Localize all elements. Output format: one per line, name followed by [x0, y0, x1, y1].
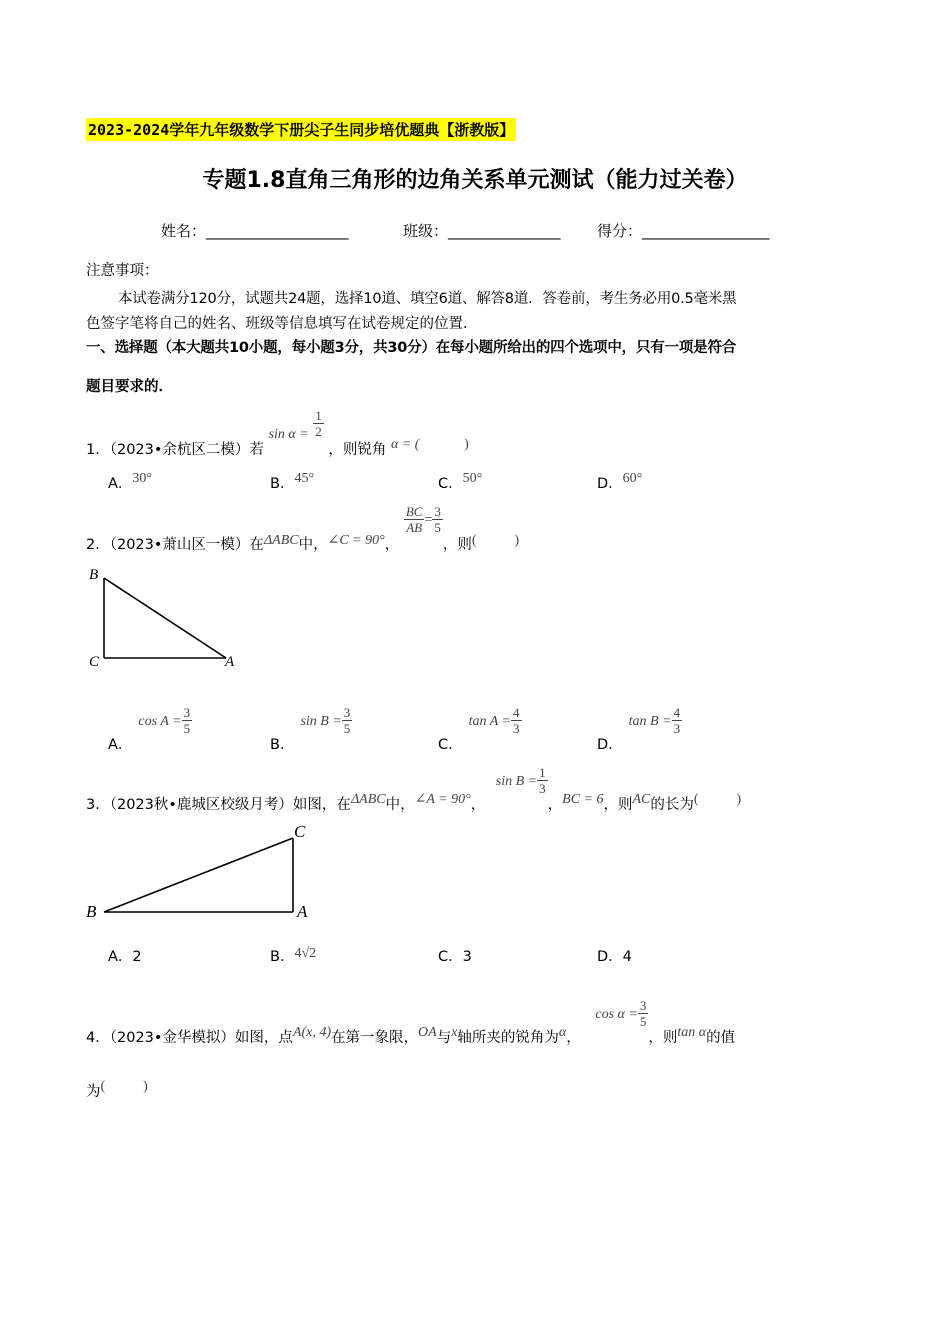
q1-fraction: $\frac{1}{2}$	[315, 408, 322, 439]
q1-paren-close: )	[464, 436, 469, 452]
q3-fraction: $\frac{1}{3}$	[539, 765, 546, 796]
q3-option-c[interactable]: C．3	[438, 949, 472, 965]
q2-label-a: A	[225, 654, 235, 670]
q1-prefix: 1．（2023•余杭区二模）若	[86, 441, 264, 458]
q1-option-d[interactable]: D．60°	[597, 471, 643, 492]
notes-line-2: 色签字笔将自己的姓名、班级等信息填写在试卷规定的位置．	[86, 316, 478, 332]
q2-option-b[interactable]: B．sin B = $\frac{3}{5}$	[270, 705, 351, 753]
class-blank: _______________	[448, 222, 561, 240]
q1-option-a[interactable]: A．30°	[108, 471, 153, 492]
q3-option-a[interactable]: A．2	[108, 949, 142, 965]
question-1	[86, 408, 469, 458]
score-label: 得分：	[597, 222, 643, 240]
q2-ratio-fraction: $\frac{BC}{AB}$	[405, 504, 423, 535]
q3-option-b[interactable]: B．4√2	[270, 946, 317, 965]
q1-option-c[interactable]: C．50°	[438, 471, 483, 492]
q3-triangle-figure	[84, 818, 324, 923]
name-field[interactable]	[161, 220, 349, 241]
q3-side-bc	[104, 838, 293, 912]
q2-option-c[interactable]: C．tan A = $\frac{4}{3}$	[438, 705, 520, 753]
score-field[interactable]	[597, 220, 770, 241]
class-field[interactable]	[403, 220, 561, 241]
series-banner: 2023-2024学年九年级数学下册尖子生同步培优题典【浙教版】	[86, 118, 516, 141]
q3-label-b: B	[86, 902, 97, 921]
page-title: 专题1.8直角三角形的边角关系单元测试（能力过关卷）	[202, 168, 748, 193]
q1-formula-lhs: sin α =	[268, 426, 309, 442]
score-blank: _________________	[642, 222, 770, 240]
name-blank: ___________________	[206, 222, 349, 240]
q2-option-d[interactable]: D．tan B = $\frac{4}{3}$	[597, 705, 681, 753]
q1-mid: ，则锐角	[328, 441, 387, 458]
name-label: 姓名：	[161, 222, 207, 240]
section-heading-line-2: 题目要求的．	[86, 379, 173, 395]
q3-label-c: C	[294, 822, 306, 841]
q3-option-d[interactable]: D．4	[597, 949, 632, 965]
q2-option-a[interactable]: A．cos A = $\frac{3}{5}$	[108, 705, 191, 753]
question-4-line-2: 为( )	[86, 1079, 148, 1100]
q1-option-b[interactable]: B．45°	[270, 471, 315, 492]
q2-triangle-figure	[86, 562, 246, 672]
q2-value-fraction: $\frac{3}{5}$	[434, 504, 441, 535]
q2-label-b: B	[89, 567, 99, 583]
notes-heading: 注意事项：	[86, 263, 159, 279]
q2-label-c: C	[89, 654, 100, 670]
question-4: 4．（2023•金华模拟）如图，点A(x, 4)在第一象限，OA与x轴所夹的锐角为α， cos α = $\frac{3}{5}$ ，则tan α的值	[86, 998, 736, 1046]
question-2: 2．（2023•萧山区一模）在ΔABC中，∠C = 90°， $\frac{BC}{AB}$ = $\frac{3}{5}$ ，则( )	[86, 504, 520, 553]
notes-line-1: 本试卷满分120分，试题共24题，选择10道、填空6道、解答8道．答卷前，考生务必用0.5毫米黑	[118, 291, 737, 307]
q3-label-a: A	[297, 902, 308, 921]
q2-side-ab	[104, 578, 226, 658]
class-label: 班级：	[403, 222, 449, 240]
section-heading-line-1: 一、选择题（本大题共10小题，每小题3分，共30分）在每小题所给出的四个选项中，只有一项是符合	[86, 340, 737, 356]
q4-fraction: $\frac{3}{5}$	[639, 998, 647, 1029]
q1-alpha: α = (	[391, 436, 420, 452]
question-3: 3．（2023秋•鹿城区校级月考）如图，在ΔABC中，∠A = 90°， sin B = $\frac{1}{3}$ ，BC = 6，则AC的长为( )	[86, 765, 742, 813]
